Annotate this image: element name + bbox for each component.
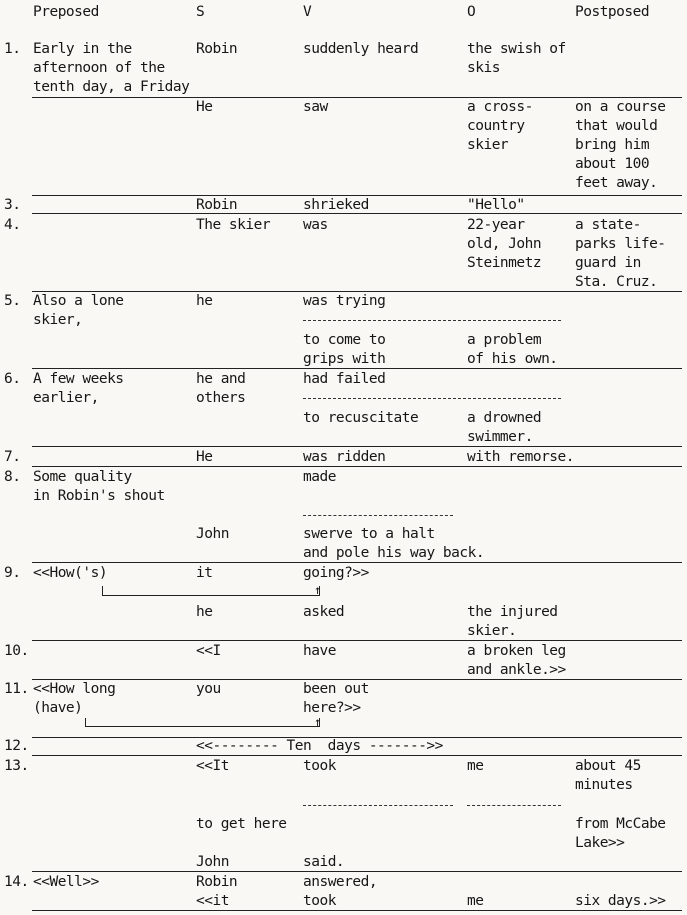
dashed-separator xyxy=(467,805,561,806)
row-divider xyxy=(32,466,682,467)
verb-cell: here?>> xyxy=(303,700,361,716)
row-number: 3. xyxy=(4,197,21,213)
subject-cell: He xyxy=(196,449,213,465)
spanning-cell: <<-------- Ten days ------->> xyxy=(196,738,443,754)
verb-cell: grips with xyxy=(303,351,386,367)
verb-cell: took xyxy=(303,758,336,774)
row-number: 11. xyxy=(4,681,29,697)
header-postposed: Postposed xyxy=(575,4,650,20)
verb-cell: suddenly heard xyxy=(303,41,419,57)
preposed-cell: <<Well>> xyxy=(33,874,99,890)
verb-cell: have xyxy=(303,643,336,659)
dashed-separator xyxy=(303,398,561,399)
preposed-cell: skier, xyxy=(33,312,83,328)
row-number: 6. xyxy=(4,371,21,387)
row-number: 12. xyxy=(4,738,29,754)
verb-cell: been out xyxy=(303,681,369,697)
subject-cell: you xyxy=(196,681,221,697)
object-cell: the swish of xyxy=(467,41,566,57)
object-cell: a cross- xyxy=(467,99,533,115)
object-cell: me xyxy=(467,758,484,774)
preposed-cell: <<How long xyxy=(33,681,116,697)
preposed-cell: in Robin's shout xyxy=(33,488,165,504)
verb-cell: to come to xyxy=(303,332,386,348)
row-divider xyxy=(32,871,682,872)
verb-cell: had failed xyxy=(303,371,386,387)
verb-cell: going?>> xyxy=(303,565,369,581)
subject-cell: Robin xyxy=(196,41,238,57)
movement-arrow-line xyxy=(85,715,321,729)
postposed-cell: that would xyxy=(575,118,658,134)
postposed-cell: from McCabe xyxy=(575,816,666,832)
arrow-up-icon: ↑ xyxy=(314,583,321,597)
object-cell: Steinmetz xyxy=(467,255,542,271)
object-cell: skis xyxy=(467,60,500,76)
verb-cell: saw xyxy=(303,99,328,115)
row-number: 1. xyxy=(4,41,21,57)
object-cell: skier xyxy=(467,137,509,153)
object-cell: the injured xyxy=(467,604,558,620)
verb-cell: shrieked xyxy=(303,197,369,213)
subject-cell: <<I xyxy=(196,643,221,659)
subject-cell: others xyxy=(196,390,246,406)
row-number: 4. xyxy=(4,217,21,233)
object-cell: a problem xyxy=(467,332,542,348)
subject-cell: The skier xyxy=(196,217,271,233)
subject-cell: to get here xyxy=(196,816,287,832)
header-preposed: Preposed xyxy=(33,4,99,20)
row-divider xyxy=(32,755,682,756)
row-number: 8. xyxy=(4,469,21,485)
subject-cell: John xyxy=(196,526,229,542)
object-cell: swimmer. xyxy=(467,429,533,445)
subject-cell: John xyxy=(196,854,229,870)
row-divider xyxy=(32,368,682,369)
verb-cell: made xyxy=(303,469,336,485)
subject-cell: He xyxy=(196,99,213,115)
postposed-cell: about 100 xyxy=(575,156,650,172)
preposed-cell: earlier, xyxy=(33,390,99,406)
postposed-cell: feet away. xyxy=(575,175,658,191)
preposed-cell: A few weeks xyxy=(33,371,124,387)
movement-arrow-line xyxy=(102,583,321,597)
postposed-cell: bring him xyxy=(575,137,650,153)
row-divider xyxy=(32,562,682,563)
subject-cell: it xyxy=(196,565,213,581)
subject-cell: Robin xyxy=(196,197,238,213)
postposed-cell: about 45 xyxy=(575,758,641,774)
row-number: 10. xyxy=(4,643,29,659)
object-cell: a drowned xyxy=(467,410,542,426)
preposed-cell: Early in the xyxy=(33,41,132,57)
verb-cell: and pole his way back. xyxy=(303,545,485,561)
verb-cell: asked xyxy=(303,604,345,620)
row-divider xyxy=(32,213,682,214)
row-number: 9. xyxy=(4,565,21,581)
object-cell: and ankle.>> xyxy=(467,662,566,678)
postposed-cell: on a course xyxy=(575,99,666,115)
postposed-cell: a state- xyxy=(575,217,641,233)
header-subject: S xyxy=(196,4,205,20)
postposed-cell: parks life- xyxy=(575,236,666,252)
preposed-cell: tenth day, a Friday xyxy=(33,79,190,95)
row-number: 7. xyxy=(4,449,21,465)
preposed-cell: Also a lone xyxy=(33,293,124,309)
dashed-separator xyxy=(303,320,561,321)
subject-cell: Robin xyxy=(196,874,238,890)
header-verb: V xyxy=(303,4,312,20)
verb-cell: swerve to a halt xyxy=(303,526,435,542)
preposed-cell: (have) xyxy=(33,700,83,716)
row-number: 14. xyxy=(4,874,29,890)
object-cell: skier. xyxy=(467,623,517,639)
row-number: 13. xyxy=(4,758,29,774)
row-divider xyxy=(32,640,682,641)
verb-cell: took xyxy=(303,893,336,909)
dashed-separator xyxy=(303,515,453,516)
object-cell: me xyxy=(467,893,484,909)
verb-cell: was trying xyxy=(303,293,386,309)
object-cell: "Hello" xyxy=(467,197,525,213)
verb-cell: answered, xyxy=(303,874,378,890)
preposed-cell: <<How('s) xyxy=(33,565,108,581)
object-cell: a broken leg xyxy=(467,643,566,659)
verb-cell: was ridden xyxy=(303,449,386,465)
postposed-cell: guard in xyxy=(575,255,641,271)
preposed-cell: Some quality xyxy=(33,469,132,485)
verb-cell: was xyxy=(303,217,328,233)
subject-cell: he xyxy=(196,293,213,309)
object-cell: 22-year xyxy=(467,217,525,233)
subject-cell: he and xyxy=(196,371,246,387)
subject-cell: he xyxy=(196,604,213,620)
preposed-cell: afternoon of the xyxy=(33,60,165,76)
verb-cell: to recuscitate xyxy=(303,410,419,426)
row-number: 5. xyxy=(4,293,21,309)
postposed-cell: Sta. Cruz. xyxy=(575,274,658,290)
verb-cell: said. xyxy=(303,854,345,870)
row-divider xyxy=(32,446,682,447)
object-cell: with remorse. xyxy=(467,449,574,465)
object-cell: old, John xyxy=(467,236,542,252)
row-divider xyxy=(32,910,682,911)
subject-cell: <<it xyxy=(196,893,229,909)
postposed-cell: six days.>> xyxy=(575,893,666,909)
object-cell: of his own. xyxy=(467,351,558,367)
dashed-separator xyxy=(303,805,453,806)
header-object: O xyxy=(467,4,476,20)
object-cell: country xyxy=(467,118,525,134)
subject-cell: <<It xyxy=(196,758,229,774)
postposed-cell: Lake>> xyxy=(575,835,625,851)
arrow-up-icon: ↑ xyxy=(314,715,321,729)
postposed-cell: minutes xyxy=(575,777,633,793)
